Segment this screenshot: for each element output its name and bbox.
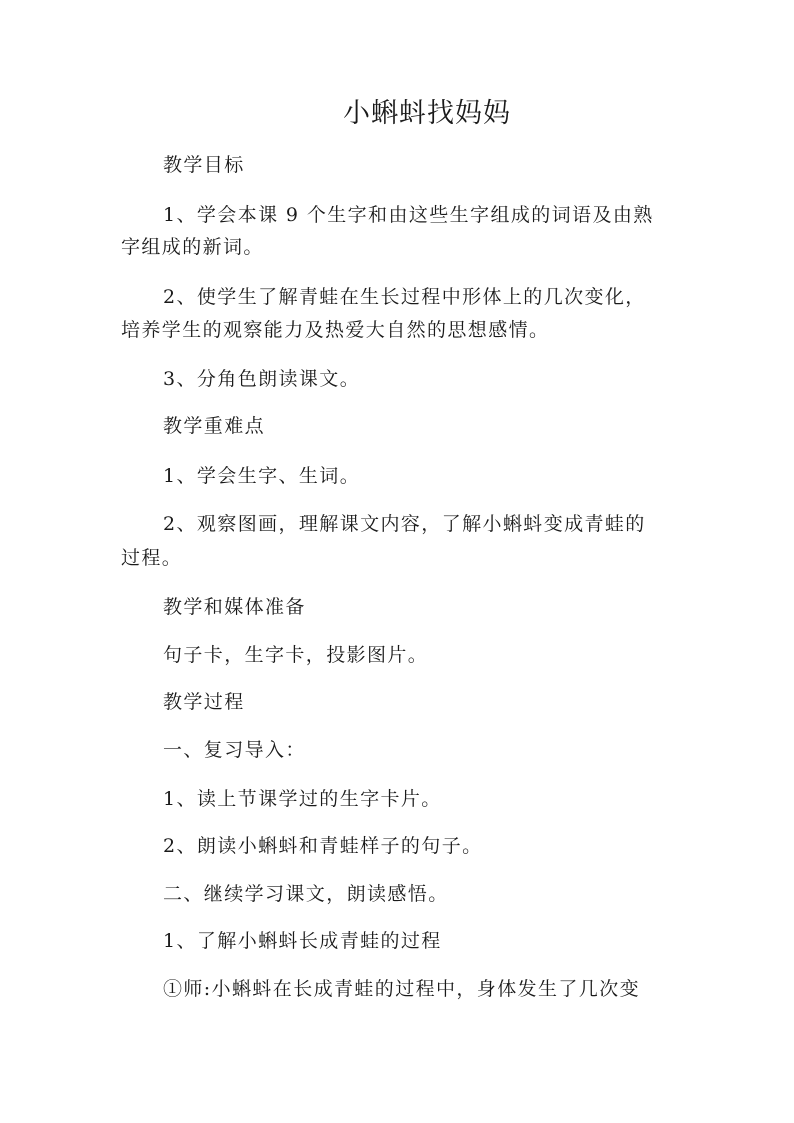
paragraph-line: 二、继续学习课文，朗读感悟。 xyxy=(163,883,449,905)
paragraph-line: 1、学会生字、生词。 xyxy=(163,465,361,487)
paragraph-line: 1、学会本课 9 个生字和由这些生字组成的词语及由熟 xyxy=(163,204,654,226)
paragraph-line: 3、分角色朗读课文。 xyxy=(163,368,361,390)
section-heading-teaching-goals: 教学目标 xyxy=(163,154,245,176)
paragraph-line: 2、使学生了解青蛙在生长过程中形体上的几次变化， xyxy=(163,286,646,308)
paragraph-line: 过程。 xyxy=(121,547,183,569)
paragraph-line: 句子卡，生字卡，投影图片。 xyxy=(163,644,429,666)
paragraph-line: ①师:小蝌蚪在长成青蛙的过程中，身体发生了几次变 xyxy=(163,978,641,1000)
paragraph-line: 培养学生的观察能力及热爱大自然的思想感情。 xyxy=(121,319,550,341)
paragraph-line: 字组成的新词。 xyxy=(121,236,264,258)
section-heading-key-points: 教学重难点 xyxy=(163,415,266,437)
paragraph-line: 一、复习导入： xyxy=(163,739,306,761)
section-heading-media: 教学和媒体准备 xyxy=(163,596,306,618)
paragraph-line: 2、朗读小蝌蚪和青蛙样子的句子。 xyxy=(163,835,483,857)
section-heading-process: 教学过程 xyxy=(163,691,245,713)
paragraph-line: 1、读上节课学过的生字卡片。 xyxy=(163,788,442,810)
document-title: 小蝌蚪找妈妈 xyxy=(343,98,511,129)
paragraph-line: 1、了解小蝌蚪长成青蛙的过程 xyxy=(163,930,442,952)
paragraph-line: 2、观察图画，理解课文内容，了解小蝌蚪变成青蛙的 xyxy=(163,513,646,535)
